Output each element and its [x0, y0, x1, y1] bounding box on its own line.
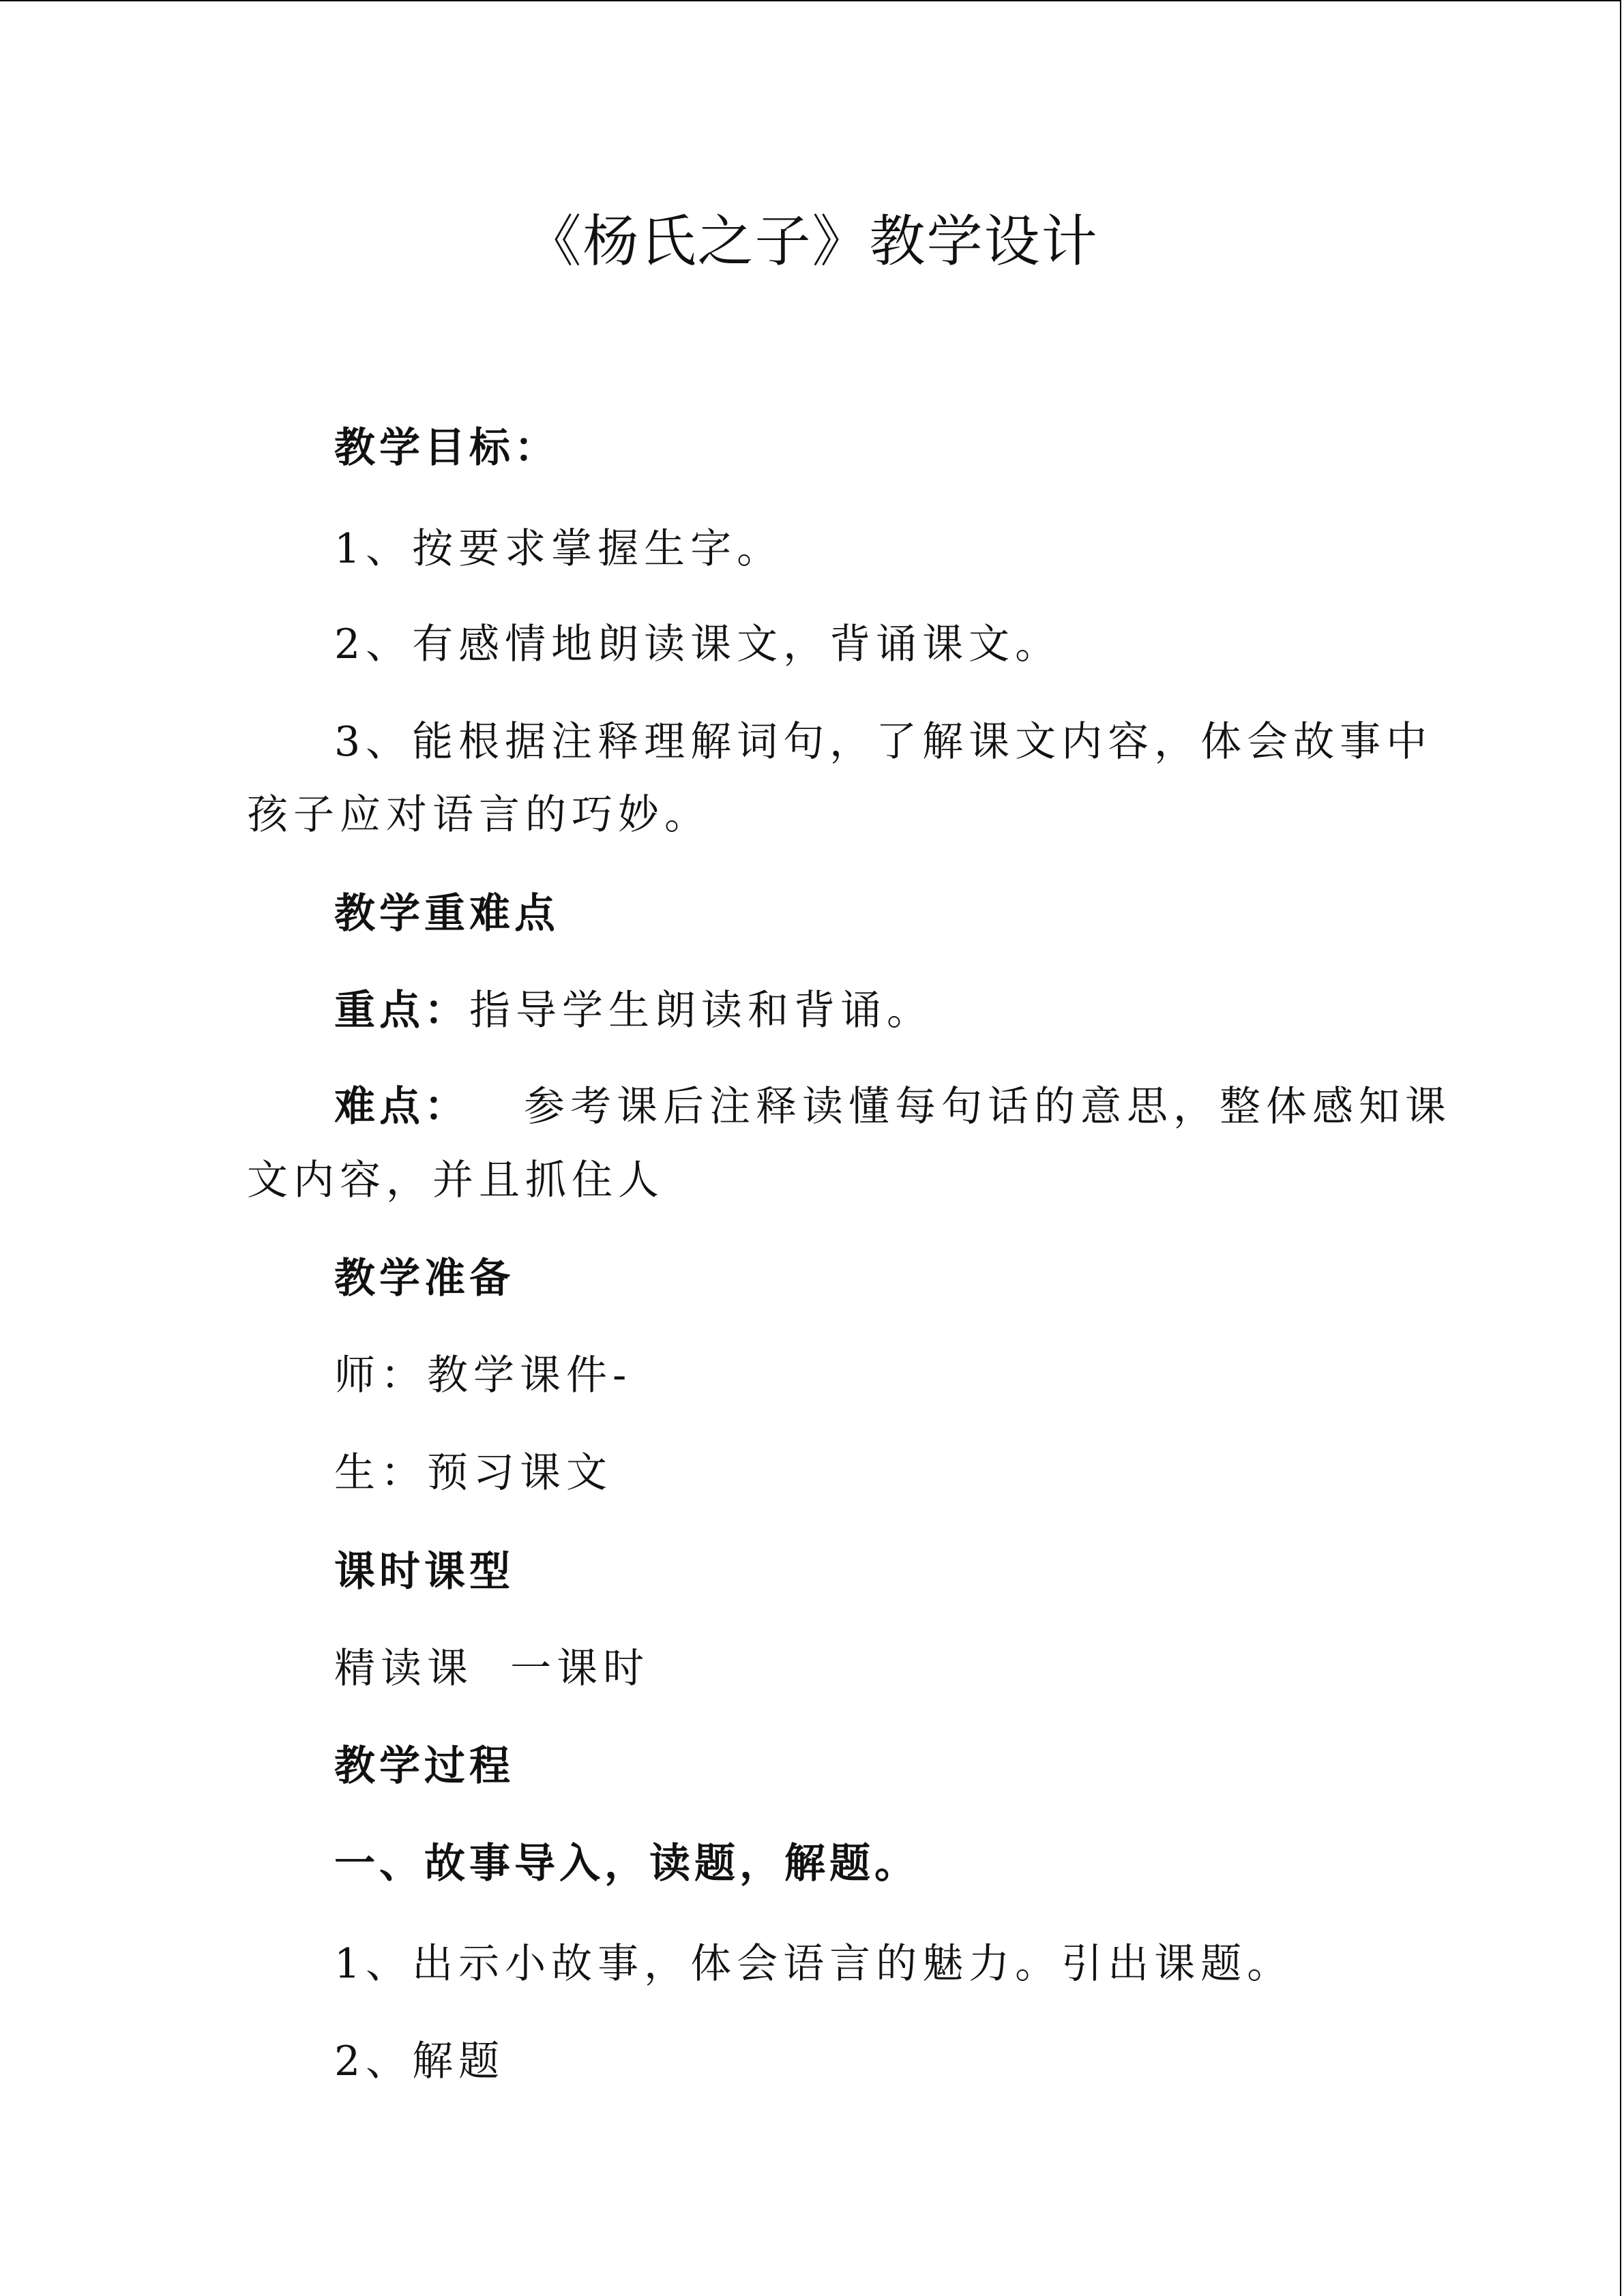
lesson-type: 精读课 一课时	[334, 1645, 650, 1693]
difficulty-text-line1: 参考课后注释读懂每句话的意思，整体感知课	[524, 1083, 1451, 1131]
objectives-heading: 教学目标：	[334, 424, 559, 472]
process-heading: 教学过程	[334, 1742, 514, 1790]
difficulty-text-line2: 文内容，并且抓住人	[247, 1157, 664, 1204]
objective-item-1: 1、按要求掌握生字。	[334, 525, 784, 573]
process-step1-heading: 一、故事导入，读题，解题。	[334, 1840, 919, 1888]
preparation-student: 生：预习课文	[334, 1449, 612, 1497]
key-points-heading: 教学重难点	[334, 890, 559, 938]
preparation-heading: 教学准备	[334, 1255, 514, 1302]
objective-item-2: 2、有感情地朗读课文，背诵课文。	[334, 621, 1062, 668]
key-point-paragraph	[334, 980, 933, 1041]
difficulty-label: 难点：	[334, 1083, 469, 1131]
process-step1-item-2: 2、解题	[334, 2038, 505, 2085]
objective-item-3: 3、能根据注释理解词句，了解课文内容，体会故事中	[334, 718, 1433, 766]
process-step1-item-1: 1、出示小故事，体会语言的魅力。引出课题。	[334, 1940, 1294, 1988]
objective-item-3-continued: 孩子应对语言的巧妙。	[247, 791, 711, 839]
difficulty-paragraph	[334, 1076, 1451, 1137]
lesson-type-heading: 课时课型	[334, 1548, 514, 1596]
key-point-label: 重点：	[334, 987, 469, 1034]
document-title: 《杨氏之子》教学设计	[525, 209, 1099, 274]
preparation-teacher: 师：教学课件-	[334, 1352, 632, 1399]
key-point-text: 指导学生朗读和背诵。	[469, 987, 933, 1034]
